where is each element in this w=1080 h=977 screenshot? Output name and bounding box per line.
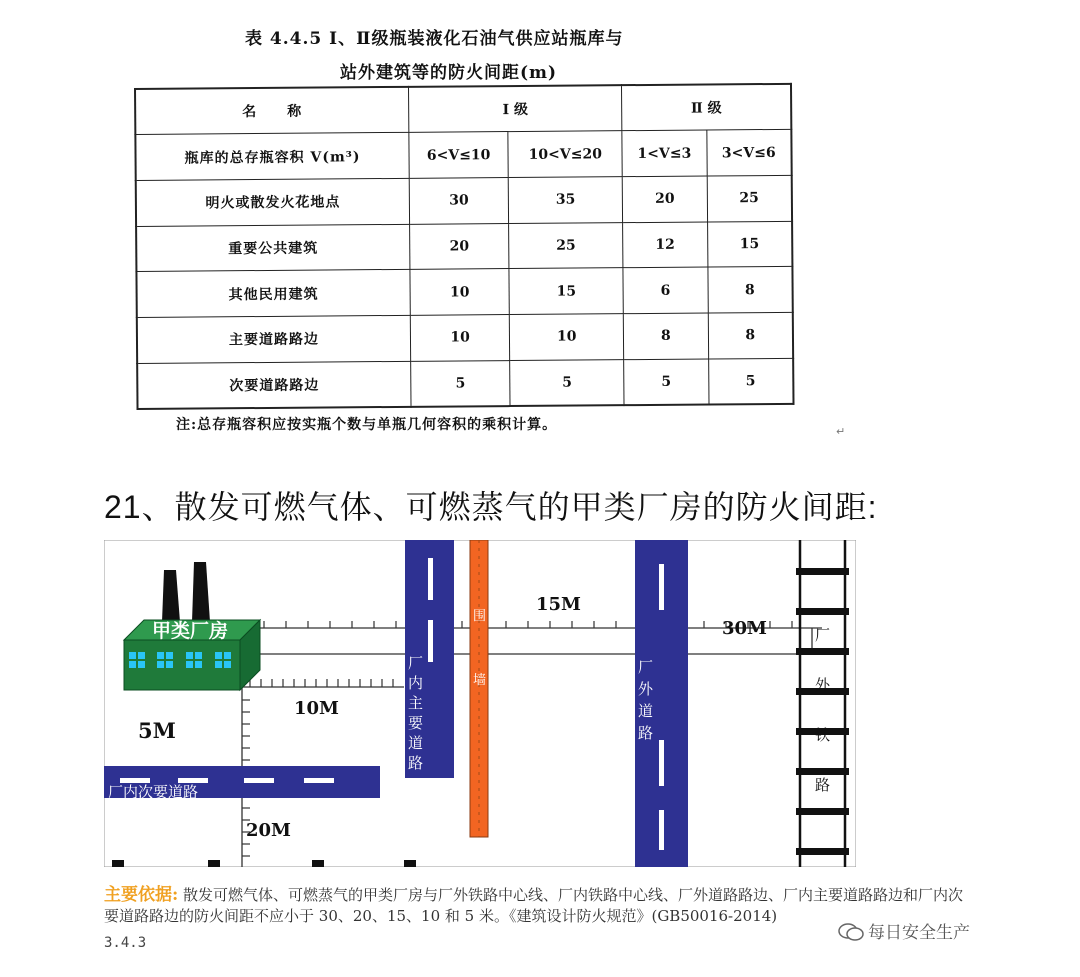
basis-text: 散发可燃气体、可燃蒸气的甲类厂房与厂外铁路中心线、厂内铁路中心线、厂外道路路边、厂内主要道路路边和厂内次要道路路边的防火间距不应小于 30、20、15、10 和 5 米。《建筑设计防火规范》(GB50016-2014) <box>104 886 964 925</box>
value-cell: 10 <box>410 269 510 315</box>
fire-distance-diagram <box>104 540 856 867</box>
vertical-label-char: 内 <box>408 674 424 692</box>
value-cell: 25 <box>509 222 623 269</box>
value-cell: 10 <box>509 314 623 361</box>
vertical-label-char: 道 <box>638 702 654 720</box>
value-cell: 8 <box>707 267 792 313</box>
secondary-road-label: 厂内次要道路 <box>108 783 199 801</box>
basis-paragraph <box>104 880 964 926</box>
distance-15m-label: 15M <box>536 594 581 615</box>
row-name-cell: 重要公共建筑 <box>136 224 410 272</box>
row-name-cell: 主要道路路边 <box>137 315 411 363</box>
vertical-label-char: 路 <box>638 724 654 742</box>
table-row <box>137 358 793 409</box>
value-cell: 25 <box>707 175 792 221</box>
distance-10m-label: 10M <box>294 698 339 719</box>
table-row <box>136 267 792 318</box>
vertical-label-char: 厂 <box>638 658 654 676</box>
vertical-label-char: 路 <box>408 754 424 772</box>
row-name-cell: 次要道路路边 <box>137 361 411 409</box>
header-grade1-cell: Ⅰ 级 <box>408 85 622 132</box>
row-name-cell: 明火或散发火花地点 <box>136 178 410 226</box>
header-grade2-cell: Ⅱ 级 <box>622 84 792 131</box>
vertical-label-char: 道 <box>408 734 424 752</box>
value-cell: 5 <box>411 360 511 407</box>
watermark <box>838 918 970 943</box>
distance-20m-label: 20M <box>246 820 291 841</box>
vertical-label-char: 主 <box>408 694 424 712</box>
section-heading: 21、散发可燃气体、可燃蒸气的甲类厂房的防火间距: <box>104 489 878 525</box>
wechat-icon <box>838 923 864 941</box>
rail-sleeper <box>796 608 849 615</box>
value-cell: 20 <box>623 176 708 222</box>
value-cell: 35 <box>508 177 622 224</box>
vertical-label-char: 厂 <box>815 626 831 644</box>
secondary-road <box>104 766 380 801</box>
watermark-text: 每日安全生产 <box>868 923 970 942</box>
return-mark: ↵ <box>836 425 846 438</box>
vertical-label-char: 路 <box>815 776 831 794</box>
distance-5m-label: 5M <box>138 718 176 743</box>
header-name-cell: 名 称 <box>135 87 409 135</box>
value-cell: 12 <box>623 222 708 268</box>
table-row <box>137 312 793 363</box>
table-title: 表 4.4.5 Ⅰ、Ⅱ级瓶装液化石油气供应站瓶库与 <box>245 29 624 49</box>
rail-sleeper <box>796 648 849 655</box>
volume-range-cell: 3<V≤6 <box>706 130 791 176</box>
table-row <box>135 130 791 181</box>
vertical-label-char: 外 <box>638 680 654 698</box>
value-cell: 5 <box>708 358 793 404</box>
vertical-label-char: 要 <box>408 714 424 732</box>
value-cell: 10 <box>410 315 510 361</box>
volume-range-cell: 6<V≤10 <box>409 132 509 178</box>
table-row <box>136 221 792 272</box>
volume-range-cell: 10<V≤20 <box>508 131 622 178</box>
table-subtitle: 站外建筑等的防火间距(m) <box>340 63 558 83</box>
vertical-label-char: 墙 <box>473 673 487 688</box>
factory-building <box>124 619 260 690</box>
table-header-row <box>135 84 791 135</box>
main-road <box>405 540 454 778</box>
rail-sleeper <box>796 848 849 855</box>
factory-label: 甲类厂房 <box>152 620 229 642</box>
enclosure-wall <box>470 540 488 837</box>
basis-label: 主要依据: <box>104 885 179 905</box>
outer-road <box>635 540 688 867</box>
rail-sleeper <box>796 768 849 775</box>
table-note: 注:总存瓶容积应按实瓶个数与单瓶几何容积的乘积计算。 <box>176 417 558 433</box>
rail-sleeper <box>796 568 849 575</box>
basis-clause: 3.4.3 <box>104 935 147 951</box>
value-cell: 30 <box>409 177 509 223</box>
vertical-label-char: 围 <box>473 609 487 624</box>
value-cell: 8 <box>708 312 793 358</box>
value-cell: 15 <box>707 221 792 267</box>
value-cell: 20 <box>410 223 510 269</box>
fire-distance-table <box>134 83 795 410</box>
value-cell: 15 <box>509 268 623 315</box>
value-cell: 5 <box>624 359 709 405</box>
distance-30m-label: 30M <box>722 618 767 639</box>
vertical-label-char: 铁 <box>815 726 831 744</box>
vertical-label-char: 厂 <box>408 654 424 672</box>
volume-label-cell: 瓶库的总存瓶容积 V(m³) <box>135 133 409 181</box>
vertical-label-char: 外 <box>815 676 831 694</box>
rail-sleeper <box>796 808 849 815</box>
table-row <box>136 175 792 226</box>
volume-range-cell: 1<V≤3 <box>622 130 707 176</box>
value-cell: 5 <box>510 359 624 406</box>
row-name-cell: 其他民用建筑 <box>136 270 410 318</box>
value-cell: 6 <box>623 267 708 313</box>
value-cell: 8 <box>624 313 709 359</box>
